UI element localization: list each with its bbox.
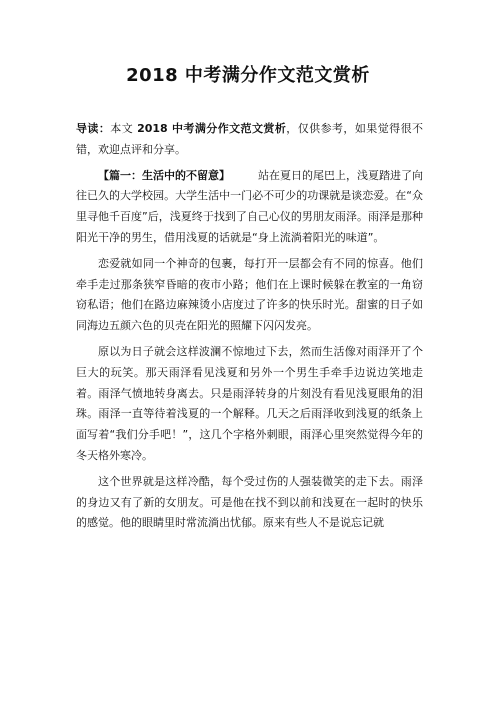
- document-body: [76, 119, 423, 539]
- paragraph: 原以为日子就会这样波澜不惊地过下去，然而生活像对雨泽开了个巨大的玩笑。那天雨泽看见浅夏和另外一个男生手牵手边说边笑地走着。雨泽气愤地转身离去。只是雨泽转身的片刻没有看见浅夏眼角的泪珠。雨泽一直等待着浅夏的一个解释。几天之后雨泽收到浅夏的纸条上面写着“我们分手吧！”，这几个字格外刺眼，雨泽心里突然觉得今年的冬天格外寒冷。: [76, 344, 423, 462]
- lead-post: ，仅供参考，如果觉得很不错，欢迎点评和分享。: [76, 122, 424, 156]
- lead-paragraph: [76, 119, 423, 161]
- lead-pre: 本文: [110, 122, 138, 135]
- section-one-paragraph: [76, 166, 423, 249]
- paragraph: 这个世界就是这样冷酷，每个受过伤的人强装微笑的走下去。雨泽的身边又有了新的女朋友。可是他在找不到以前和浅夏在一起时的快乐的感觉。他的眼睛里时常流淌出忧郁。原来有些人不是说忘记就: [76, 474, 423, 530]
- lead-label: 导读：: [76, 122, 111, 135]
- paragraph-text: 站在夏日的尾巴上，浅夏踏进了向往已久的大学校园。大学生活中一门必不可少的功课就是谈恋爱。在“众里寻他千百度”后，浅夏终于找到了自己心仪的男朋友雨泽。雨泽是那种阳光干净的男生，借用浅夏的话就是“身上流淌着阳光的味道”。: [76, 168, 423, 244]
- lead-bold-title: 2018 中考满分作文范文赏析: [137, 122, 287, 135]
- document-title: 2018 中考满分作文范文赏析: [126, 65, 370, 86]
- paragraph: 恋爱就如同一个神奇的包裹，每打开一层都会有不同的惊喜。他们牵手走过那条狭窄昏暗的夜市小路；他们在上课时候躲在教室的一角窃窃私语；他们在路边麻辣烫小店度过了许多的快乐时光。甜蜜的日子如同海边五颜六色的贝壳在阳光的照耀下闪闪发亮。: [76, 256, 423, 333]
- section-label: 【篇一：生活中的不留意】: [98, 168, 230, 182]
